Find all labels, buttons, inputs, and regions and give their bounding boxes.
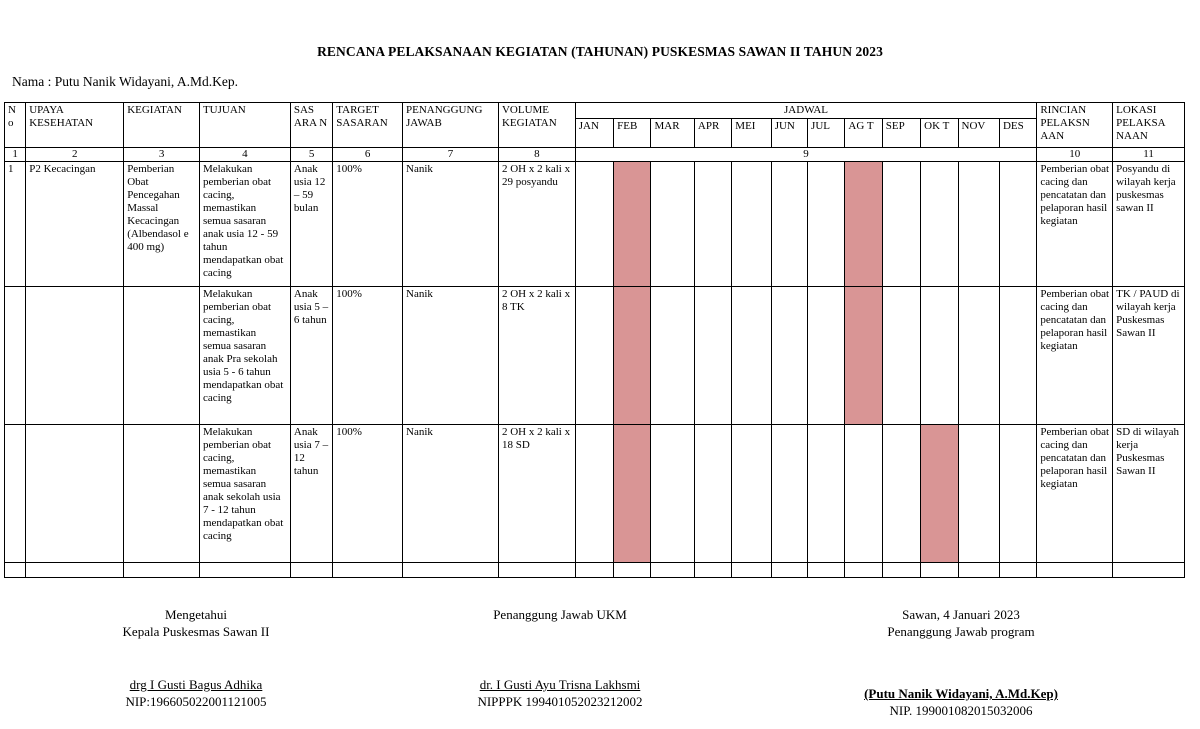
column-number: 2 (26, 148, 124, 162)
empty-cell (882, 563, 920, 578)
signature-left-line1: Mengetahui (164, 607, 228, 622)
signature-right-line1: Sawan, 4 Januari 2023 (902, 607, 1020, 622)
month-header: JUL (808, 119, 845, 148)
schedule-cell-month-4 (694, 425, 731, 563)
header-jadwal: JADWAL (575, 103, 1037, 119)
column-number: 11 (1113, 148, 1185, 162)
column-number: 9 (575, 148, 1037, 162)
header-target: TARGET SASARAN (333, 103, 403, 148)
schedule-cell-month-11 (958, 425, 999, 563)
cell-upaya: P2 Kecacingan (26, 162, 124, 287)
signature-left-line2: Kepala Puskesmas Sawan II (122, 624, 270, 639)
cell-lokasi: TK / PAUD di wilayah kerja Puskesmas Sawan II (1113, 287, 1185, 425)
month-header: JUN (771, 119, 807, 148)
empty-cell (26, 563, 124, 578)
empty-cell (651, 563, 694, 578)
table-row (5, 425, 1185, 563)
month-header: NOV (958, 119, 999, 148)
cell-upaya (26, 287, 124, 425)
signature-left (96, 606, 296, 710)
cell-tujuan: Melakukan pemberian obat cacing, memastikan semua sasaran anak usia 12 - 59 tahun mendapatkan obat cacing (199, 162, 290, 287)
cell-target: 100% (333, 162, 403, 287)
schedule-cell-month-6 (771, 287, 807, 425)
schedule-cell-month-9 (882, 425, 920, 563)
cell-volume: 2 OH x 2 kali x 29 posyandu (498, 162, 575, 287)
schedule-cell-month-7 (808, 425, 845, 563)
author-name: Nama : Putu Nanik Widayani, A.Md.Kep. (12, 74, 239, 89)
schedule-cell-month-10 (921, 425, 958, 563)
month-header: OK T (921, 119, 958, 148)
signature-right-line2: Penanggung Jawab program (887, 624, 1035, 639)
cell-no (5, 287, 26, 425)
signature-left-name: drg I Gusti Bagus Adhika (129, 677, 263, 692)
signature-center (440, 606, 680, 710)
empty-cell (694, 563, 731, 578)
cell-rincian: Pemberian obat cacing dan pencatatan dan pelaporan hasil kegiatan (1037, 287, 1113, 425)
month-header: AG T (845, 119, 882, 148)
cell-lokasi: SD di wilayah kerja Puskesmas Sawan II (1113, 425, 1185, 563)
activity-plan-table (4, 102, 1185, 578)
schedule-cell-month-7 (808, 287, 845, 425)
column-number-row (5, 148, 1185, 162)
empty-cell (575, 563, 613, 578)
cell-tujuan: Melakukan pemberian obat cacing, memastikan semua sasaran anak sekolah usia 7 - 12 tahun mendapatkan obat cacing (199, 425, 290, 563)
month-header: DES (999, 119, 1036, 148)
empty-cell (199, 563, 290, 578)
empty-cell (921, 563, 958, 578)
header-penanggung: PENANGGUNG JAWAB (403, 103, 499, 148)
header-rincian: RINCIAN PELAKSN AAN (1037, 103, 1113, 148)
table-row (5, 287, 1185, 425)
document-title: RENCANA PELAKSANAAN KEGIATAN (TAHUNAN) PUSKESMAS SAWAN II TAHUN 2023 (317, 44, 883, 59)
signature-center-id: NIPPPK 199401052023212002 (477, 694, 643, 709)
schedule-cell-month-2 (614, 162, 651, 287)
month-header: MEI (732, 119, 771, 148)
column-number: 6 (333, 148, 403, 162)
cell-target: 100% (333, 425, 403, 563)
schedule-cell-month-1 (575, 425, 613, 563)
schedule-cell-month-10 (921, 162, 958, 287)
month-header: APR (694, 119, 731, 148)
cell-no (5, 425, 26, 563)
schedule-cell-month-11 (958, 287, 999, 425)
table-row (5, 162, 1185, 287)
schedule-cell-month-5 (732, 425, 771, 563)
schedule-cell-month-11 (958, 162, 999, 287)
empty-cell (124, 563, 200, 578)
header-kegiatan: KEGIATAN (124, 103, 200, 148)
header-upaya: UPAYA KESEHATAN (26, 103, 124, 148)
header-sasaran: SAS ARA N (290, 103, 332, 148)
empty-cell (732, 563, 771, 578)
schedule-cell-month-2 (614, 425, 651, 563)
header-row (5, 103, 1185, 119)
month-header: MAR (651, 119, 694, 148)
schedule-cell-month-12 (999, 287, 1036, 425)
schedule-cell-month-6 (771, 425, 807, 563)
cell-penanggung: Nanik (403, 162, 499, 287)
cell-target: 100% (333, 287, 403, 425)
empty-cell (999, 563, 1036, 578)
cell-volume: 2 OH x 2 kali x 8 TK (498, 287, 575, 425)
cell-kegiatan (124, 287, 200, 425)
cell-penanggung: Nanik (403, 287, 499, 425)
cell-rincian: Pemberian obat cacing dan pencatatan dan pelaporan hasil kegiatan (1037, 425, 1113, 563)
column-number: 1 (5, 148, 26, 162)
schedule-cell-month-1 (575, 287, 613, 425)
column-number: 10 (1037, 148, 1113, 162)
month-header: FEB (614, 119, 651, 148)
empty-cell (1037, 563, 1113, 578)
schedule-cell-month-8 (845, 162, 882, 287)
schedule-cell-month-9 (882, 287, 920, 425)
empty-cell (614, 563, 651, 578)
month-header: JAN (575, 119, 613, 148)
column-number: 3 (124, 148, 200, 162)
schedule-cell-month-1 (575, 162, 613, 287)
cell-rincian: Pemberian obat cacing dan pencatatan dan pelaporan hasil kegiatan (1037, 162, 1113, 287)
signature-center-line1: Penanggung Jawab UKM (493, 607, 627, 622)
cell-sasaran: Anak usia 5 – 6 tahun (290, 287, 332, 425)
header-no: N o (5, 103, 26, 148)
signature-right (841, 606, 1081, 719)
cell-sasaran: Anak usia 7 – 12 tahun (290, 425, 332, 563)
schedule-cell-month-8 (845, 425, 882, 563)
header-volume: VOLUME KEGIATAN (498, 103, 575, 148)
empty-cell (808, 563, 845, 578)
schedule-cell-month-2 (614, 287, 651, 425)
empty-cell (1113, 563, 1185, 578)
empty-cell (5, 563, 26, 578)
signature-center-name: dr. I Gusti Ayu Trisna Lakhsmi (479, 677, 641, 692)
cell-volume: 2 OH x 2 kali x 18 SD (498, 425, 575, 563)
schedule-cell-month-12 (999, 162, 1036, 287)
column-number: 7 (403, 148, 499, 162)
schedule-cell-month-10 (921, 287, 958, 425)
schedule-cell-month-3 (651, 287, 694, 425)
cell-upaya (26, 425, 124, 563)
schedule-cell-month-4 (694, 162, 731, 287)
empty-row (5, 563, 1185, 578)
empty-cell (403, 563, 499, 578)
cell-lokasi: Posyandu di wilayah kerja puskesmas sawan II (1113, 162, 1185, 287)
signature-right-name: (Putu Nanik Widayani, A.Md.Kep) (864, 686, 1058, 701)
header-tujuan: TUJUAN (199, 103, 290, 148)
schedule-cell-month-5 (732, 162, 771, 287)
schedule-cell-month-3 (651, 162, 694, 287)
cell-kegiatan: Pemberian Obat Pencegahan Massal Kecacingan (Albendasol e 400 mg) (124, 162, 200, 287)
schedule-cell-month-5 (732, 287, 771, 425)
schedule-cell-month-4 (694, 287, 731, 425)
schedule-cell-month-3 (651, 425, 694, 563)
cell-tujuan: Melakukan pemberian obat cacing, memastikan semua sasaran anak Pra sekolah usia 5 - 6 tahun mendapatkan obat cacing (199, 287, 290, 425)
column-number: 4 (199, 148, 290, 162)
empty-cell (845, 563, 882, 578)
cell-sasaran: Anak usia 12 – 59 bulan (290, 162, 332, 287)
column-number: 5 (290, 148, 332, 162)
empty-cell (290, 563, 332, 578)
cell-no: 1 (5, 162, 26, 287)
schedule-cell-month-6 (771, 162, 807, 287)
schedule-cell-month-7 (808, 162, 845, 287)
empty-cell (958, 563, 999, 578)
cell-penanggung: Nanik (403, 425, 499, 563)
schedule-cell-month-12 (999, 425, 1036, 563)
cell-kegiatan (124, 425, 200, 563)
header-lokasi: LOKASI PELAKSA NAAN (1113, 103, 1185, 148)
empty-cell (498, 563, 575, 578)
signature-left-id: NIP:196605022001121005 (125, 694, 267, 709)
empty-cell (771, 563, 807, 578)
schedule-cell-month-8 (845, 287, 882, 425)
schedule-cell-month-9 (882, 162, 920, 287)
signature-right-id: NIP. 199001082015032006 (889, 703, 1033, 718)
empty-cell (333, 563, 403, 578)
column-number: 8 (498, 148, 575, 162)
month-header: SEP (882, 119, 920, 148)
